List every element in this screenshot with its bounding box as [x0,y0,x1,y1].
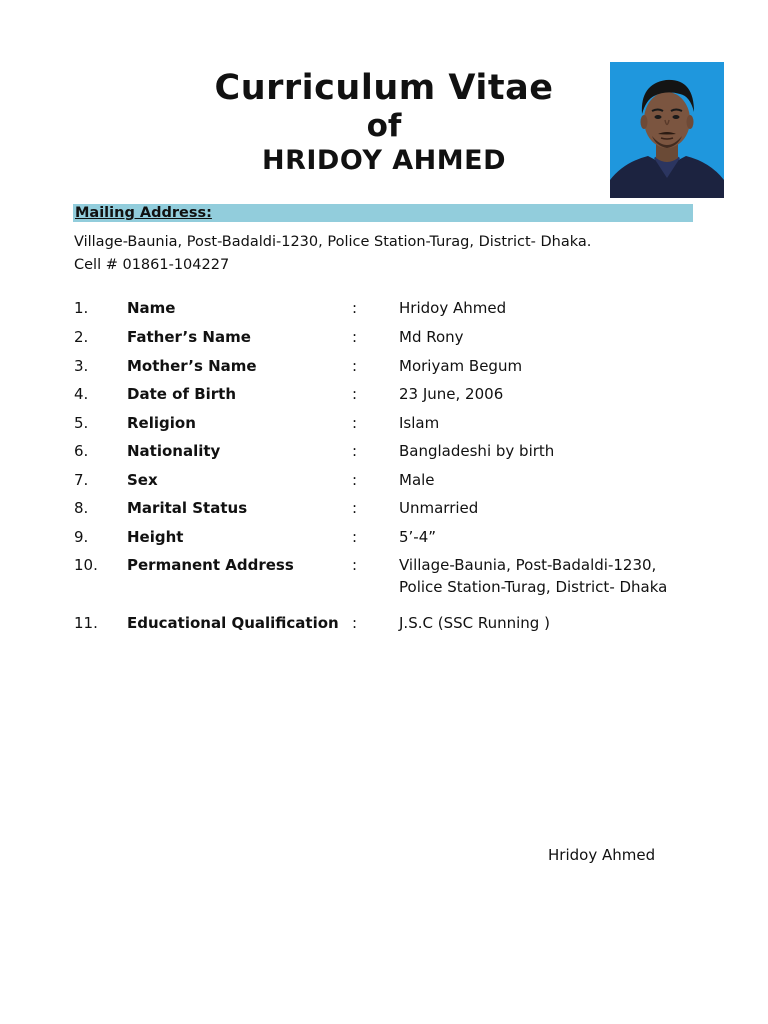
row-number: 9. [74,528,89,546]
field-colon: : [352,499,358,517]
detail-row [0,526,768,548]
field-value: Moriyam Begum [399,357,523,375]
field-colon: : [352,414,358,432]
field-label: Educational Qualification [127,614,339,632]
row-number: 7. [74,471,89,489]
field-label: Marital Status [127,499,248,517]
detail-row [0,326,768,348]
person-photo-icon [610,62,724,198]
row-number: 5. [74,414,89,432]
detail-row [0,554,768,598]
cv-title-of: of [366,108,402,144]
detail-row [0,355,768,377]
detail-row [0,440,768,462]
field-value: 23 June, 2006 [399,385,504,403]
detail-row [0,297,768,319]
field-value: Islam [399,414,440,432]
detail-row [0,469,768,491]
row-number: 8. [74,499,89,517]
cell-number: Cell # 01861-104227 [74,257,230,273]
mailing-address-text: Village-Baunia, Post-Badaldi-1230, Police Station-Turag, District- Dhaka. [74,234,592,250]
field-label: Height [127,528,184,546]
field-colon: : [352,442,358,460]
field-colon: : [352,385,358,403]
field-value: Md Rony [399,328,464,346]
detail-row [0,612,768,634]
cv-title: Curriculum Vitae [214,68,554,108]
field-colon: : [352,528,358,546]
field-colon: : [352,471,358,489]
field-colon: : [352,556,358,574]
field-label: Father’s Name [127,328,251,346]
field-label: Religion [127,414,196,432]
field-label: Name [127,299,176,317]
signature-name: Hridoy Ahmed [548,846,656,864]
field-label: Date of Birth [127,385,237,403]
field-value: Bangladeshi by birth [399,442,555,460]
mailing-address-label: Mailing Address: [75,205,212,221]
field-colon: : [352,299,358,317]
mailing-address-header-bar [73,204,693,222]
row-number: 1. [74,299,89,317]
field-label: Nationality [127,442,221,460]
field-value-line2: Police Station-Turag, District- Dhaka [399,578,668,596]
detail-row [0,412,768,434]
field-label: Mother’s Name [127,357,257,375]
field-label: Permanent Address [127,556,294,574]
row-number: 2. [74,328,89,346]
detail-row [0,383,768,405]
row-number: 10. [74,556,98,574]
field-value: Unmarried [399,499,479,517]
field-value: J.S.C (SSC Running ) [399,614,550,632]
row-number: 3. [74,357,89,375]
field-colon: : [352,328,358,346]
cv-holder-name: HRIDOY AHMED [261,145,506,176]
row-number: 11. [74,614,98,632]
profile-photo [610,62,724,198]
field-value: Male [399,471,435,489]
field-value: Hridoy Ahmed [399,299,507,317]
field-colon: : [352,614,358,632]
field-label: Sex [127,471,158,489]
field-colon: : [352,357,358,375]
field-value: Village-Baunia, Post-Badaldi-1230, [399,556,657,574]
row-number: 4. [74,385,89,403]
row-number: 6. [74,442,89,460]
detail-row [0,497,768,519]
field-value: 5’-4” [399,528,437,546]
